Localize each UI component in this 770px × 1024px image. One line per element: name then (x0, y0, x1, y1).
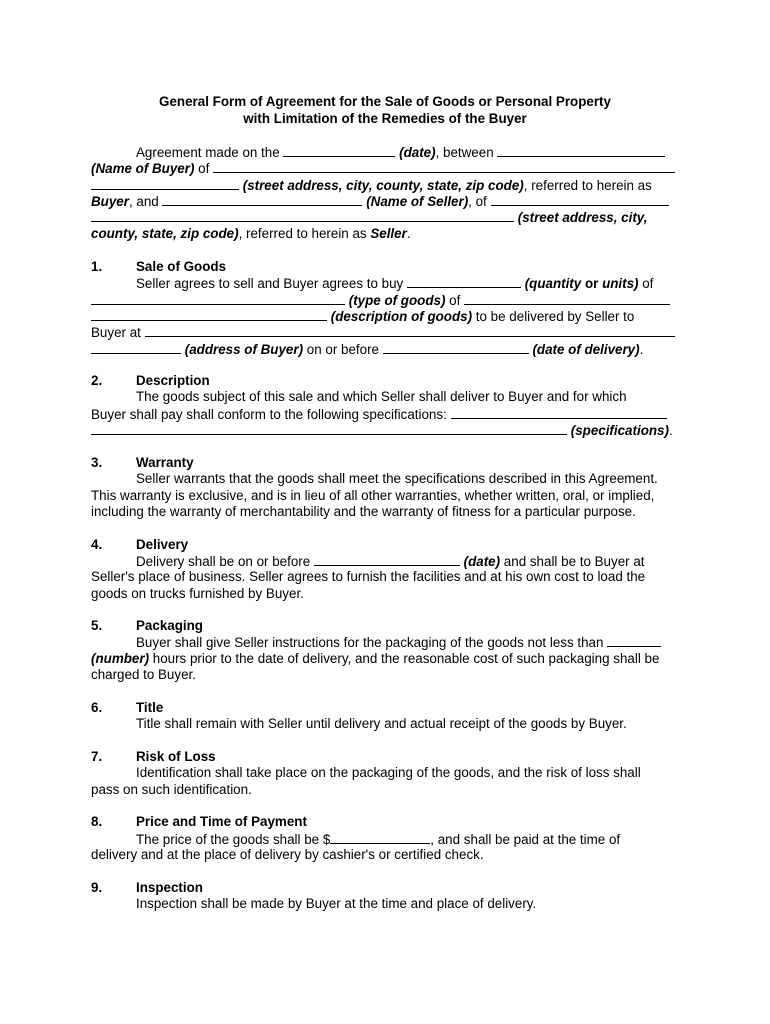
section-8-line-1 (136, 831, 620, 847)
intro-text: of (194, 161, 214, 176)
seller-address-blank-1[interactable] (491, 193, 669, 206)
or-text: or (581, 276, 603, 291)
section-text: hours prior to the date of delivery, and the reasonable cost of such packaging shall be (149, 651, 660, 666)
section-heading-risk-of-loss: Risk of Loss (136, 749, 216, 764)
name-of-buyer-label: (Name of Buyer) (91, 161, 195, 176)
section-text: Buyer shall give Seller instructions for the packaging of the goods not less than (136, 635, 608, 650)
section-text: . (639, 342, 644, 357)
specifications-blank-2[interactable] (91, 422, 567, 435)
section-1-line-5 (91, 341, 643, 357)
intro-text: , referred to herein as (238, 226, 371, 241)
section-text: Buyer shall pay shall conform to the following specifications: (91, 407, 451, 422)
units-label: units) (602, 276, 639, 291)
buyer-address-blank[interactable] (91, 177, 239, 190)
intro-text: , between (435, 145, 498, 160)
goods-description-blank-2[interactable] (91, 308, 327, 321)
street-address-label: (street address, city, (517, 210, 648, 225)
number-of-hours-blank[interactable] (607, 634, 661, 647)
section-heading-packaging: Packaging (136, 618, 203, 633)
section-text: of (445, 293, 465, 308)
specifications-blank-1[interactable] (451, 406, 667, 419)
intro-line-5 (91, 209, 647, 225)
date-label: (date) (463, 554, 501, 569)
type-of-goods-blank[interactable] (91, 292, 345, 305)
section-number: 1. (91, 259, 103, 274)
section-7-line-2: pass on such identification. (91, 782, 252, 797)
section-text: and shall be to Buyer at (500, 554, 645, 569)
section-heading-delivery: Delivery (136, 537, 189, 552)
section-8-line-2: delivery and at the place of delivery by cashier's or certified check. (91, 847, 484, 862)
specifications-label: (specifications) (570, 423, 669, 438)
document-title-line-2: with Limitation of the Remedies of the Buyer (243, 111, 527, 126)
document-title-line-1: General Form of Agreement for the Sale of Goods or Personal Property (159, 94, 611, 109)
section-3-line-3: including the warranty of merchantability and the warranty of fitness for a particular purpose. (91, 504, 636, 519)
number-label: (number) (91, 651, 150, 666)
section-7-line-1: Identification shall take place on the packaging of the goods, and the risk of loss shall (136, 765, 641, 780)
section-heading-price-and-time-of-payment: Price and Time of Payment (136, 814, 307, 829)
section-text: Delivery shall be on or before (136, 554, 314, 569)
section-text: on or before (303, 342, 383, 357)
section-heading-title: Title (136, 700, 164, 715)
section-text: The price of the goods shall be $ (136, 832, 331, 847)
buyer-blank-1[interactable] (497, 144, 665, 157)
county-state-zip-label: county, state, zip code) (91, 226, 239, 241)
intro-line-1 (136, 144, 665, 160)
section-text: Seller agrees to sell and Buyer agrees to buy (136, 276, 407, 291)
seller-name-blank[interactable] (162, 193, 362, 206)
buyer-address-delivery-blank-2[interactable] (91, 341, 181, 354)
section-text: , and shall be paid at the time of (430, 832, 621, 847)
section-heading-inspection: Inspection (136, 880, 203, 895)
intro-text: . (406, 226, 411, 241)
date-of-delivery-label: (date of delivery) (532, 342, 640, 357)
section-number: 4. (91, 537, 103, 552)
section-number: 3. (91, 455, 103, 470)
section-1-line-3 (91, 308, 634, 324)
delivery-date-blank[interactable] (383, 341, 529, 354)
type-of-goods-label: (type of goods) (348, 293, 446, 308)
section-1-line-2 (91, 292, 670, 308)
section-text: . (668, 423, 673, 438)
intro-text: , referred to herein as (523, 178, 652, 193)
section-number: 6. (91, 700, 103, 715)
section-2-line-2 (91, 406, 667, 422)
section-1-line-4 (91, 324, 675, 340)
buyer-term: Buyer (91, 194, 129, 209)
section-heading-sale-of-goods: Sale of Goods (136, 259, 227, 274)
section-number: 9. (91, 880, 103, 895)
intro-line-4 (91, 193, 669, 209)
section-number: 5. (91, 618, 103, 633)
section-number: 2. (91, 373, 103, 388)
intro-text: , of (468, 194, 491, 209)
section-4-line-3: goods on trucks furnished by Buyer. (91, 586, 304, 601)
section-heading-warranty: Warranty (136, 455, 194, 470)
date-blank[interactable] (283, 144, 395, 157)
section-9-line-1: Inspection shall be made by Buyer at the time and place of delivery. (136, 896, 537, 911)
section-2-line-1: The goods subject of this sale and which Seller shall deliver to Buyer and for which (136, 389, 627, 404)
intro-line-3 (91, 177, 652, 193)
seller-term: Seller (370, 226, 407, 241)
quantity-blank[interactable] (407, 275, 521, 288)
intro-line-6 (91, 226, 411, 241)
seller-address-blank-2[interactable] (91, 209, 514, 222)
section-4-line-1 (136, 553, 645, 569)
intro-line-2 (91, 160, 675, 176)
section-2-line-3 (91, 422, 673, 438)
section-6-line-1: Title shall remain with Seller until delivery and actual receipt of the goods by Buyer. (136, 716, 627, 731)
price-blank[interactable] (330, 831, 430, 844)
section-5-line-2 (91, 651, 659, 666)
section-3-line-2: This warranty is exclusive, and is in lieu of all other warranties, whether written, oral, or implied, (91, 488, 655, 503)
delivery-date-blank-2[interactable] (314, 553, 460, 566)
buyer-name-blank[interactable] (213, 160, 675, 173)
section-text: of (638, 276, 654, 291)
section-1-line-1 (136, 275, 653, 291)
quantity-label: (quantity (524, 276, 582, 291)
section-number: 7. (91, 749, 103, 764)
date-label: (date) (399, 145, 436, 160)
section-4-line-2: Seller's place of business. Seller agrees to furnish the facilities and at his own cost to load the (91, 569, 646, 584)
section-5-line-3: charged to Buyer. (91, 667, 196, 682)
section-5-line-1 (136, 634, 661, 650)
section-text: to be delivered by Seller to (472, 309, 635, 324)
section-text: Buyer at (91, 325, 145, 340)
intro-text: Agreement made on the (136, 145, 284, 160)
description-of-goods-label: (description of goods) (330, 309, 473, 324)
section-3-line-1: Seller warrants that the goods shall meet the specifications described in this Agreement. (136, 471, 658, 486)
section-number: 8. (91, 814, 103, 829)
name-of-seller-label: (Name of Seller) (366, 194, 469, 209)
address-of-buyer-label: (address of Buyer) (184, 342, 304, 357)
buyer-address-delivery-blank[interactable] (145, 324, 675, 337)
intro-text: , and (128, 194, 163, 209)
section-heading-description: Description (136, 373, 210, 388)
street-address-label: (street address, city, county, state, zip code) (242, 178, 524, 193)
goods-description-blank-1[interactable] (464, 292, 670, 305)
